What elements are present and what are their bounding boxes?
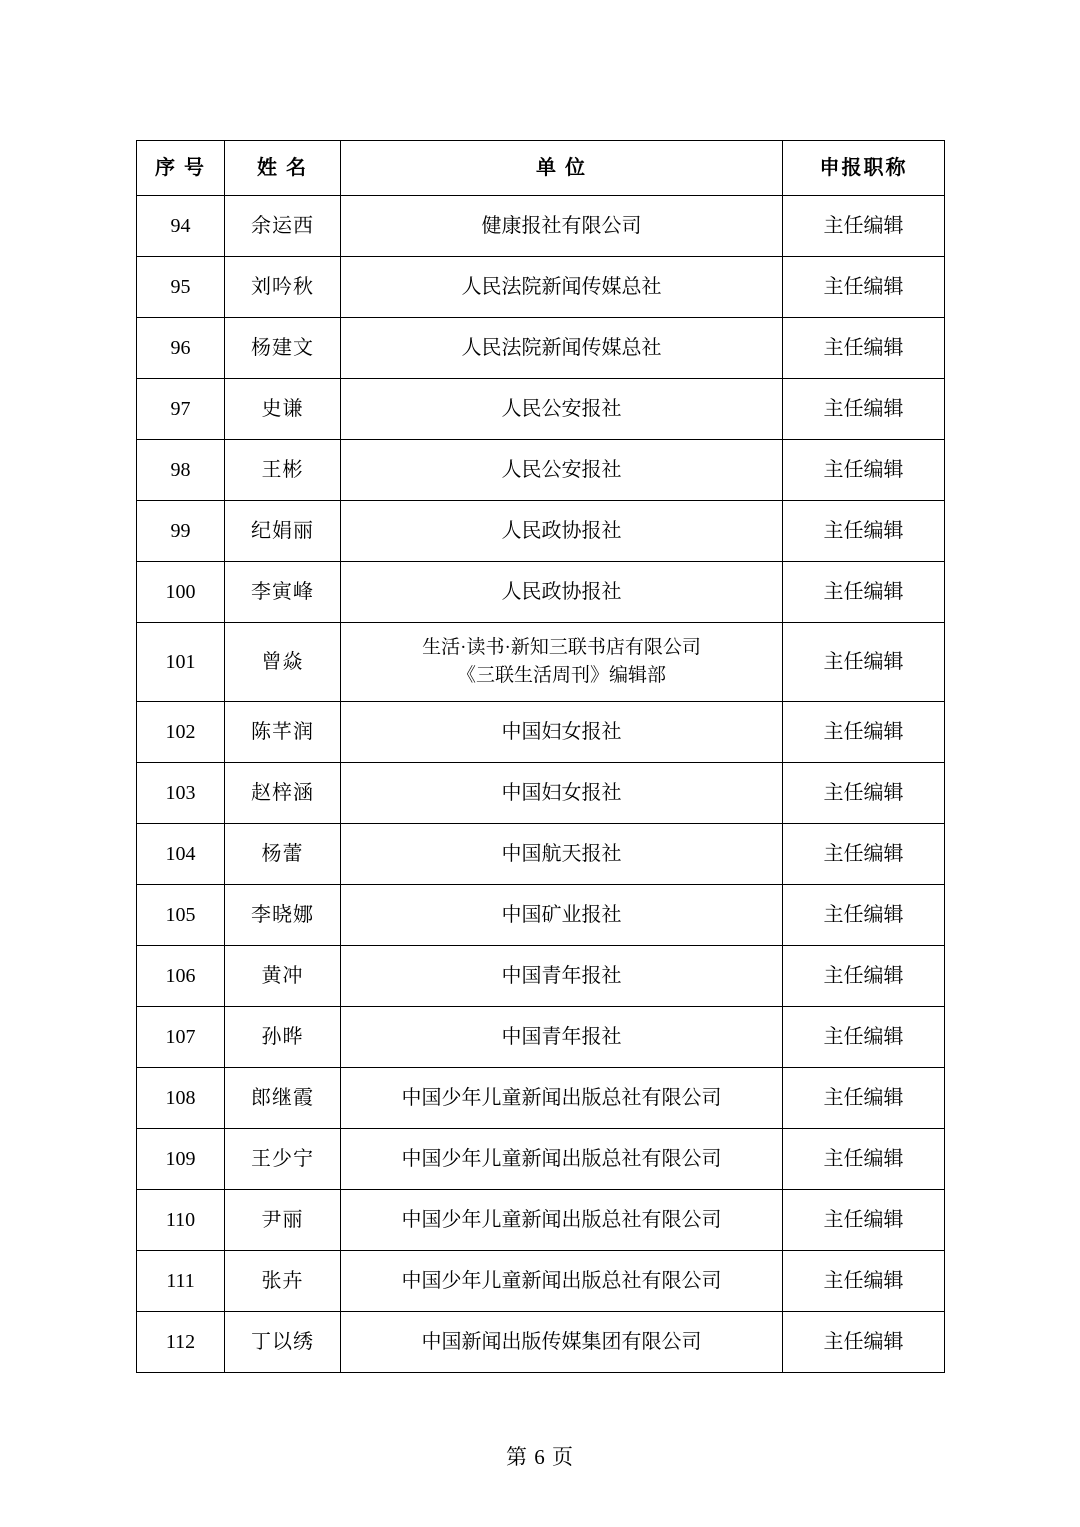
cell-seq: 94 <box>137 196 225 257</box>
cell-seq: 101 <box>137 623 225 702</box>
cell-unit: 中国青年报社 <box>341 946 783 1007</box>
table-row <box>137 946 945 1007</box>
cell-title: 主任编辑 <box>783 196 945 257</box>
cell-unit: 人民政协报社 <box>341 501 783 562</box>
cell-unit: 中国妇女报社 <box>341 702 783 763</box>
cell-unit: 中国青年报社 <box>341 1007 783 1068</box>
cell-unit: 人民政协报社 <box>341 562 783 623</box>
table-row <box>137 1007 945 1068</box>
cell-name: 陈芊润 <box>225 702 341 763</box>
cell-name: 纪娟丽 <box>225 501 341 562</box>
cell-unit: 中国妇女报社 <box>341 763 783 824</box>
cell-title: 主任编辑 <box>783 1251 945 1312</box>
cell-seq: 100 <box>137 562 225 623</box>
table-row <box>137 763 945 824</box>
table-row <box>137 318 945 379</box>
cell-seq: 95 <box>137 257 225 318</box>
cell-unit: 中国新闻出版传媒集团有限公司 <box>341 1312 783 1373</box>
cell-seq: 103 <box>137 763 225 824</box>
cell-name: 丁以绣 <box>225 1312 341 1373</box>
table-row <box>137 1129 945 1190</box>
cell-title: 主任编辑 <box>783 1068 945 1129</box>
cell-name: 史谦 <box>225 379 341 440</box>
cell-title: 主任编辑 <box>783 763 945 824</box>
cell-seq: 102 <box>137 702 225 763</box>
cell-title: 主任编辑 <box>783 702 945 763</box>
cell-unit: 人民公安报社 <box>341 379 783 440</box>
cell-name: 王少宁 <box>225 1129 341 1190</box>
cell-seq: 108 <box>137 1068 225 1129</box>
cell-name: 王彬 <box>225 440 341 501</box>
cell-title: 主任编辑 <box>783 623 945 702</box>
cell-seq: 106 <box>137 946 225 1007</box>
table-row <box>137 379 945 440</box>
cell-name: 杨建文 <box>225 318 341 379</box>
cell-seq: 99 <box>137 501 225 562</box>
cell-seq: 109 <box>137 1129 225 1190</box>
cell-unit: 人民法院新闻传媒总社 <box>341 318 783 379</box>
cell-seq: 104 <box>137 824 225 885</box>
cell-title: 主任编辑 <box>783 1190 945 1251</box>
table-row <box>137 562 945 623</box>
cell-title: 主任编辑 <box>783 1129 945 1190</box>
cell-title: 主任编辑 <box>783 1312 945 1373</box>
cell-unit-line2: 《三联生活周刊》编辑部 <box>456 665 666 686</box>
cell-name: 孙晔 <box>225 1007 341 1068</box>
cell-title: 主任编辑 <box>783 379 945 440</box>
cell-unit: 中国少年儿童新闻出版总社有限公司 <box>341 1251 783 1312</box>
cell-unit: 中国少年儿童新闻出版总社有限公司 <box>341 1129 783 1190</box>
cell-title: 主任编辑 <box>783 824 945 885</box>
cell-title: 主任编辑 <box>783 501 945 562</box>
cell-seq: 110 <box>137 1190 225 1251</box>
cell-unit: 中国航天报社 <box>341 824 783 885</box>
cell-unit: 健康报社有限公司 <box>341 196 783 257</box>
table-row <box>137 1312 945 1373</box>
table-row <box>137 623 945 702</box>
cell-seq: 96 <box>137 318 225 379</box>
table-row <box>137 702 945 763</box>
cell-seq: 98 <box>137 440 225 501</box>
table-row <box>137 440 945 501</box>
cell-unit-line1: 生活·读书·新知三联书店有限公司 <box>422 636 701 658</box>
roster-table <box>136 140 945 1373</box>
column-header-name: 姓 名 <box>225 141 341 196</box>
cell-title: 主任编辑 <box>783 440 945 501</box>
cell-name: 郎继霞 <box>225 1068 341 1129</box>
cell-seq: 105 <box>137 885 225 946</box>
cell-title: 主任编辑 <box>783 946 945 1007</box>
page-footer: 第 6 页 <box>506 1445 574 1469</box>
cell-name: 尹丽 <box>225 1190 341 1251</box>
table-header <box>137 141 945 196</box>
cell-seq: 107 <box>137 1007 225 1068</box>
cell-title: 主任编辑 <box>783 257 945 318</box>
cell-name: 曾焱 <box>225 623 341 702</box>
column-header-title: 申报职称 <box>783 141 945 196</box>
cell-name: 赵梓涵 <box>225 763 341 824</box>
cell-unit: 中国矿业报社 <box>341 885 783 946</box>
cell-unit: 中国少年儿童新闻出版总社有限公司 <box>341 1068 783 1129</box>
cell-name: 李晓娜 <box>225 885 341 946</box>
cell-seq: 97 <box>137 379 225 440</box>
cell-seq: 111 <box>137 1251 225 1312</box>
cell-name: 杨蕾 <box>225 824 341 885</box>
cell-seq: 112 <box>137 1312 225 1373</box>
column-header-unit: 单 位 <box>341 141 783 196</box>
cell-title: 主任编辑 <box>783 885 945 946</box>
table-row <box>137 501 945 562</box>
cell-name: 余运西 <box>225 196 341 257</box>
cell-name: 刘吟秋 <box>225 257 341 318</box>
table-header-row <box>137 141 945 196</box>
table-body <box>137 196 945 1373</box>
cell-name: 黄冲 <box>225 946 341 1007</box>
table-row <box>137 824 945 885</box>
table-row <box>137 885 945 946</box>
cell-title: 主任编辑 <box>783 1007 945 1068</box>
table-row <box>137 1068 945 1129</box>
cell-unit: 人民公安报社 <box>341 440 783 501</box>
table-row <box>137 257 945 318</box>
table-row <box>137 196 945 257</box>
cell-name: 李寅峰 <box>225 562 341 623</box>
cell-unit: 中国少年儿童新闻出版总社有限公司 <box>341 1190 783 1251</box>
table-row <box>137 1190 945 1251</box>
cell-name: 张卉 <box>225 1251 341 1312</box>
cell-title: 主任编辑 <box>783 562 945 623</box>
column-header-seq: 序 号 <box>137 141 225 196</box>
cell-unit: 人民法院新闻传媒总社 <box>341 257 783 318</box>
table-row <box>137 1251 945 1312</box>
cell-unit <box>341 623 783 702</box>
cell-title: 主任编辑 <box>783 318 945 379</box>
